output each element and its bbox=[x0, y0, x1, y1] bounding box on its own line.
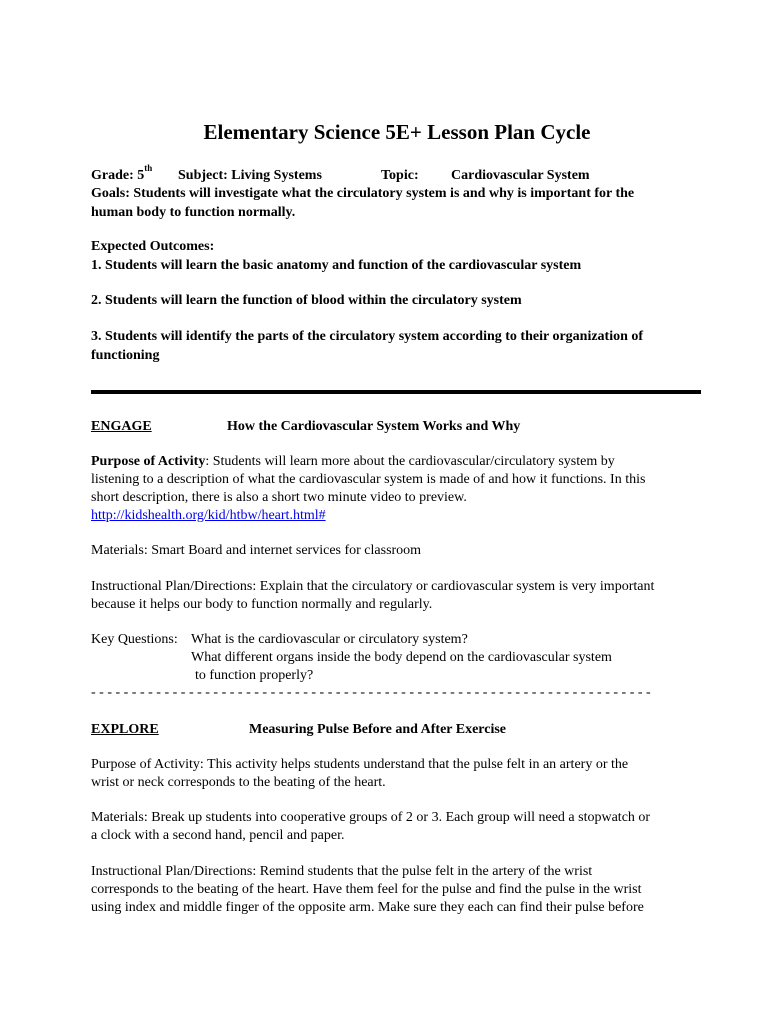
explore-materials-line-1: Materials: Break up students into cooperative groups of 2 or 3. Each group will need a stopwatch or bbox=[91, 810, 651, 825]
subject-text: Subject: Living Systems bbox=[178, 168, 322, 183]
engage-purpose-line-1: Purpose of Activity: Students will learn more about the cardiovascular/circulatory system by bbox=[91, 454, 615, 469]
explore-title: Measuring Pulse Before and After Exercise bbox=[249, 722, 507, 737]
outcome-item-3-line-2: functioning bbox=[91, 348, 160, 363]
outcome-item-2: 2. Students will learn the function of blood within the circulatory system bbox=[91, 293, 522, 308]
explore-materials-line-2: a clock with a second hand, pencil and paper. bbox=[91, 828, 345, 843]
topic-value: Cardiovascular System bbox=[451, 168, 590, 183]
goals-line-1: Goals: Students will investigate what the circulatory system is and why is important for the bbox=[91, 186, 635, 201]
engage-title: How the Cardiovascular System Works and Why bbox=[227, 419, 521, 434]
engage-link-line bbox=[91, 507, 326, 525]
explore-label: EXPLORE bbox=[91, 722, 159, 737]
kidshealth-link[interactable]: http://kidshealth.org/kid/htbw/heart.html# bbox=[91, 508, 326, 523]
outcome-item-1: 1. Students will learn the basic anatomy and function of the cardiovascular system bbox=[91, 258, 582, 273]
dashed-divider: - - - - - - - - - - - - - - - - - - - - - - - - - - - - - - - - - - - - - - - - - - - - - - - - - - - - - - - - - - - - - - - - - - - - - bbox=[91, 685, 651, 700]
outcome-item-3-line-1: 3. Students will identify the parts of the circulatory system according to their organization of bbox=[91, 329, 644, 344]
key-questions-label: Key Questions: bbox=[91, 632, 178, 647]
key-question-2-cont: to function properly? bbox=[195, 668, 314, 683]
grade-label: Grade: bbox=[91, 168, 134, 183]
engage-label: ENGAGE bbox=[91, 419, 152, 434]
key-question-1: What is the cardiovascular or circulatory system? bbox=[191, 632, 468, 647]
explore-purpose-line-1: Purpose of Activity: This activity helps students understand that the pulse felt in an artery or the bbox=[91, 757, 629, 772]
engage-purpose-label: Purpose of Activity bbox=[91, 454, 206, 469]
grade-value: 5th bbox=[137, 163, 153, 183]
explore-plan-line-3: using index and middle finger of the opposite arm. Make sure they each can find their pulse before bbox=[91, 900, 644, 915]
engage-key-questions-line-1 bbox=[91, 631, 468, 649]
outcomes-heading: Expected Outcomes: bbox=[91, 239, 215, 254]
explore-plan-line-2: corresponds to the beating of the heart. Have them feel for the pulse and find the pulse in the wrist bbox=[91, 882, 642, 897]
explore-plan-line-1: Instructional Plan/Directions: Remind students that the pulse felt in the artery of the wrist bbox=[91, 864, 593, 879]
engage-materials: Materials: Smart Board and internet services for classroom bbox=[91, 543, 422, 558]
topic-label: Topic: bbox=[381, 168, 419, 183]
engage-plan-line-2: because it helps our body to function normally and regularly. bbox=[91, 597, 433, 612]
engage-plan-line-1: Instructional Plan/Directions: Explain that the circulatory or cardiovascular system is very important bbox=[91, 579, 655, 594]
key-question-2: What different organs inside the body depend on the cardiovascular system bbox=[191, 650, 612, 665]
header-line bbox=[91, 163, 590, 185]
grade-superscript: th bbox=[144, 163, 153, 174]
engage-purpose-line-2: listening to a description of what the cardiovascular system is made of and how it functions. In this bbox=[91, 472, 646, 487]
goals-line-2: human body to function normally. bbox=[91, 205, 296, 220]
explore-heading bbox=[91, 721, 507, 739]
engage-heading bbox=[91, 418, 521, 436]
explore-purpose-line-2: wrist or neck corresponds to the beating of the heart. bbox=[91, 775, 386, 790]
section-divider-rule bbox=[91, 390, 701, 394]
engage-purpose-line-3: short description, there is also a short two minute video to preview. bbox=[91, 490, 467, 505]
document-title: Elementary Science 5E+ Lesson Plan Cycle bbox=[203, 120, 591, 144]
